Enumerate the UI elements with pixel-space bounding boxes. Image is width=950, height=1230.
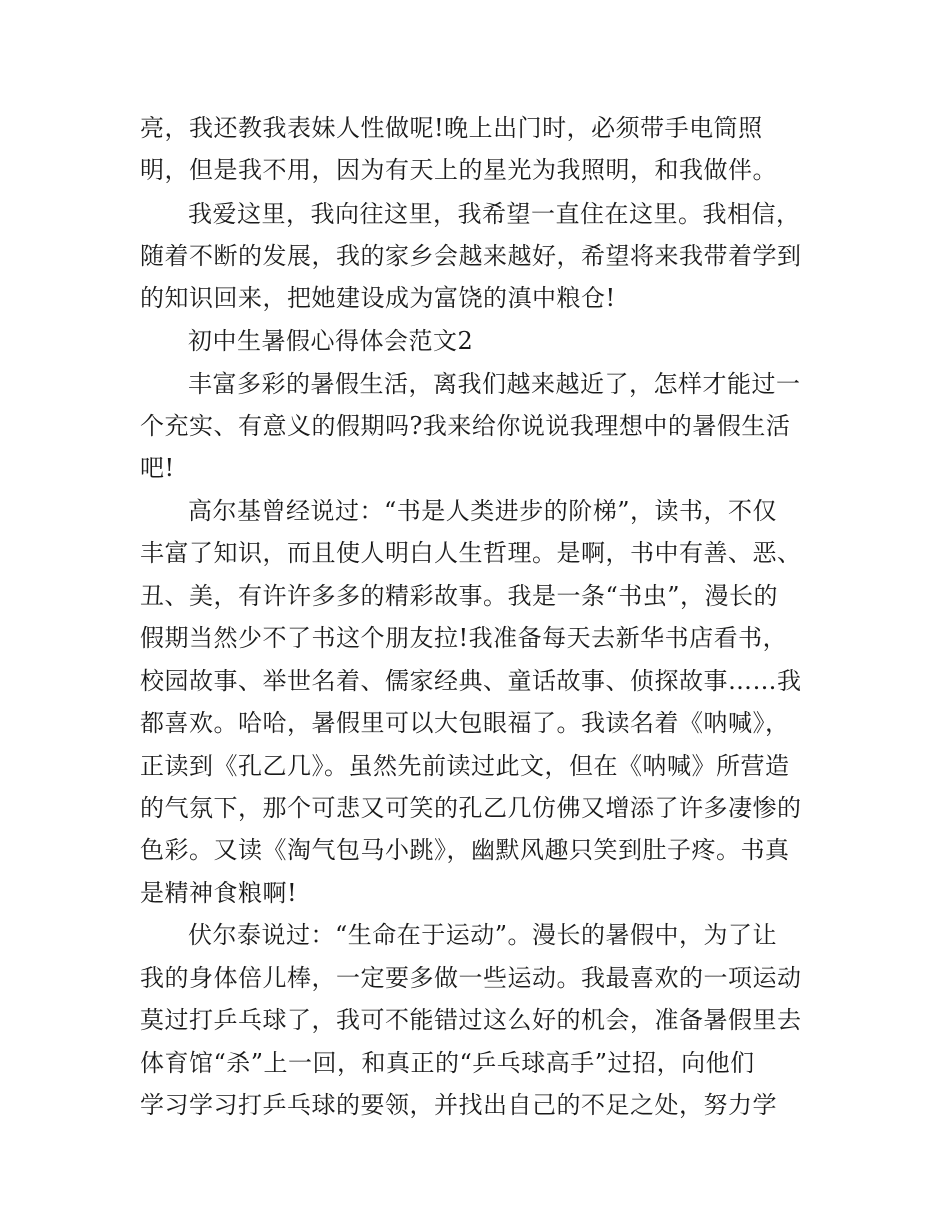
text-line: 正读到《孔乙几》。虽然先前读过此文，但在《呐喊》所营造 [140,752,790,780]
text-line: 个充实、有意义的假期吗?我来给你说说我理想中的暑假生活 [140,412,791,440]
paragraph-start-line: 伏尔泰说过：“生命在于运动”。漫长的暑假中，为了让 [188,921,778,949]
text-line: 学习学习打乒乓球的要领，并找出自己的不足之处，努力学 [140,1091,777,1119]
text-line: 我的身体倍儿棒，一定要多做一些运动。我最喜欢的一项运动 [140,964,802,992]
text-line: 校园故事、举世名着、儒家经典、童话故事、侦探故事……我 [140,667,802,695]
text-line: 吧! [140,454,175,482]
text-line: 假期当然少不了书这个朋友拉!我准备每天去新华书店看书， [140,624,788,652]
text-line: 丑、美，有许许多多的精彩故事。我是一条“书虫”，漫长的 [140,582,779,610]
paragraph-start-line: 我爱这里，我向往这里，我希望一直住在这里。我相信， [188,200,801,228]
text-line: 随着不断的发展，我的家乡会越来越好，希望将来我带着学到 [140,242,802,270]
section-heading: 初中生暑假心得体会范文2 [188,327,474,355]
text-line: 的气氛下，那个可悲又可笑的孔乙几仿佛又增添了许多凄惨的 [140,794,802,822]
text-line: 明，但是我不用，因为有天上的星光为我照明，和我做伴。 [140,156,777,184]
text-line: 色彩。又读《淘气包马小跳》，幽默风趣只笑到肚子疼。书真 [140,836,790,864]
paragraph-start-line: 高尔基曾经说过：“书是人类进步的阶梯”，读书，不仅 [188,497,778,525]
text-line: 莫过打乒乓球了，我可不能错过这么好的机会，准备暑假里去 [140,1006,802,1034]
text-line: 都喜欢。哈哈，暑假里可以大包眼福了。我读名着《呐喊》， [140,709,790,737]
text-line: 亮，我还教我表妹人性做呢!晚上出门时，必须带手电筒照 [140,114,763,142]
text-line: 体育馆“杀”上一回，和真正的“乒乓球高手”过招，向他们 [140,1049,755,1077]
paragraph-start-line: 丰富多彩的暑假生活，离我们越来越近了，怎样才能过一 [188,370,801,398]
text-line: 丰富了知识，而且使人明白人生哲理。是啊，书中有善、恶、 [140,539,802,567]
text-line: 的知识回来，把她建设成为富饶的滇中粮仓! [140,284,616,312]
text-line: 是精神食粮啊! [140,879,298,907]
